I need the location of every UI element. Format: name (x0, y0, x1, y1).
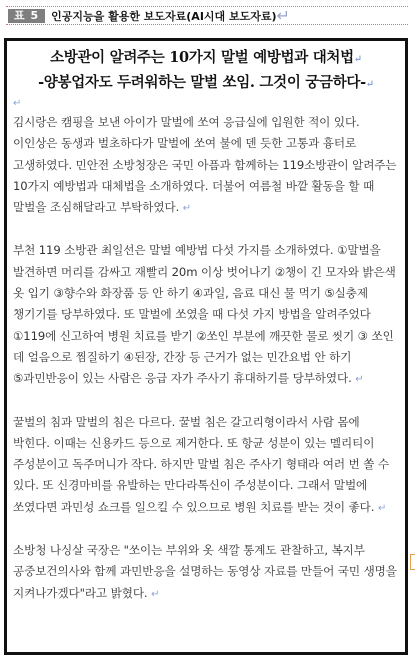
blank-line (13, 219, 399, 240)
paragraph-mark-icon: ↵ (353, 54, 362, 65)
body-paragraph-1 (13, 112, 399, 219)
margin-bracket-icon (410, 554, 415, 570)
press-release-box (4, 38, 408, 655)
paragraph-mark-icon: ↵ (355, 374, 364, 386)
body-paragraph-3 (13, 412, 399, 519)
headline-line-1 (13, 46, 399, 71)
blank-line (13, 391, 399, 412)
empty-paragraph-mark-icon: ↵ (13, 98, 22, 109)
headline-line-2-text: -양봉업자도 두려워하는 말벌 쏘임. 그것이 궁금하다- (38, 74, 366, 91)
paragraph-mark-icon: ↵ (151, 588, 160, 600)
paragraph-mark-icon: ↵ (182, 203, 192, 215)
table-caption-title: 인공지능을 활용한 보도자료(AI시대 보도자료) (51, 9, 277, 23)
paragraph-mark-icon: ↵ (377, 502, 387, 514)
paragraph-mark-icon: ↵ (276, 6, 290, 25)
body-paragraph-1-text: 김시랑은 캠핑을 보낸 아이가 말벌에 쏘여 응급실에 입원한 적이 있다. 이인상은 동생과 벌초하다가 말벌에 쏘여 불에 덴 듯한 고통과 흉터로 고생하였다. 민안전 소방청장은 국민 아픔과 함께하는 119소방관이 알려주는 10가지 예방법과 대체법을 소개하였다. 더불어 여름철 바깥 활동을 할 때 말벌을 조심해달라고 부탁하였다. (13, 115, 397, 215)
body-paragraph-4 (13, 540, 399, 605)
table-number-tag: 표 5 (8, 9, 45, 23)
table-caption-bar (6, 6, 408, 25)
blank-line (13, 519, 399, 540)
headline-line-1-text: 소방관이 알려주는 10가지 말벌 예방법과 대처법 (50, 49, 354, 66)
body-paragraph-2-text: 부천 119 소방관 최일선은 말벌 예방법 다섯 가지를 소개하였다. ①말벌을 발견하면 머리를 감싸고 재빨리 20m 이상 벗어나기 ②챙이 긴 모자와 밝은색 옷 입기 ③향수와 화장품 등 안 하기 ④과일, 음료 대신 물 먹기 ⑤실충제 챙기기를 당부하였다. 또 말벌에 쏘였을 때 다섯 가지 방법을 알려주었다 ①119에 신고하여 병원 치료를 받기 ②쏘인 부분에 깨끗한 물로 씻기 ③ 쏘인 데 얼음으로 찜질하기 ④된장, 간장 등 근거가 없는 민간요법 안 하기 ⑤과민반응이 있는 사람은 응급 자가 주사기 휴대하기를 당부하였다. (13, 243, 396, 386)
body-paragraph-4-text: 소방청 나싱살 국장은 "쏘이는 부위와 옷 색깔 통계도 관찰하고, 복지부 공중보건의사와 함께 과민반응을 설명하는 동영상 자료를 만들어 국민 생명을 지켜나가겠다"라고 밝혔다. (13, 543, 397, 600)
body-paragraph-3-text: 꿀벌의 침과 말벌의 침은 다르다. 꿀벌 침은 갈고리형이라서 사람 몸에 박힌다. 이때는 신용카드 등으로 제거한다. 또 항균 성분이 있는 멜리티이 주성분이고 독주머니가 작다. 하지만 말벌 침은 주사기 형태라 여러 번 쏠 수 있다. 또 신경마비를 유발하는 만다라톡신이 주성분이다. 그래서 말벌에 쏘였다면 과민성 쇼크를 일으킬 수 있으므로 병원 치료를 받는 것이 좋다. (13, 414, 390, 514)
headline-line-2 (13, 71, 399, 96)
body-paragraph-2 (13, 240, 399, 390)
paragraph-mark-icon: ↵ (365, 79, 374, 90)
